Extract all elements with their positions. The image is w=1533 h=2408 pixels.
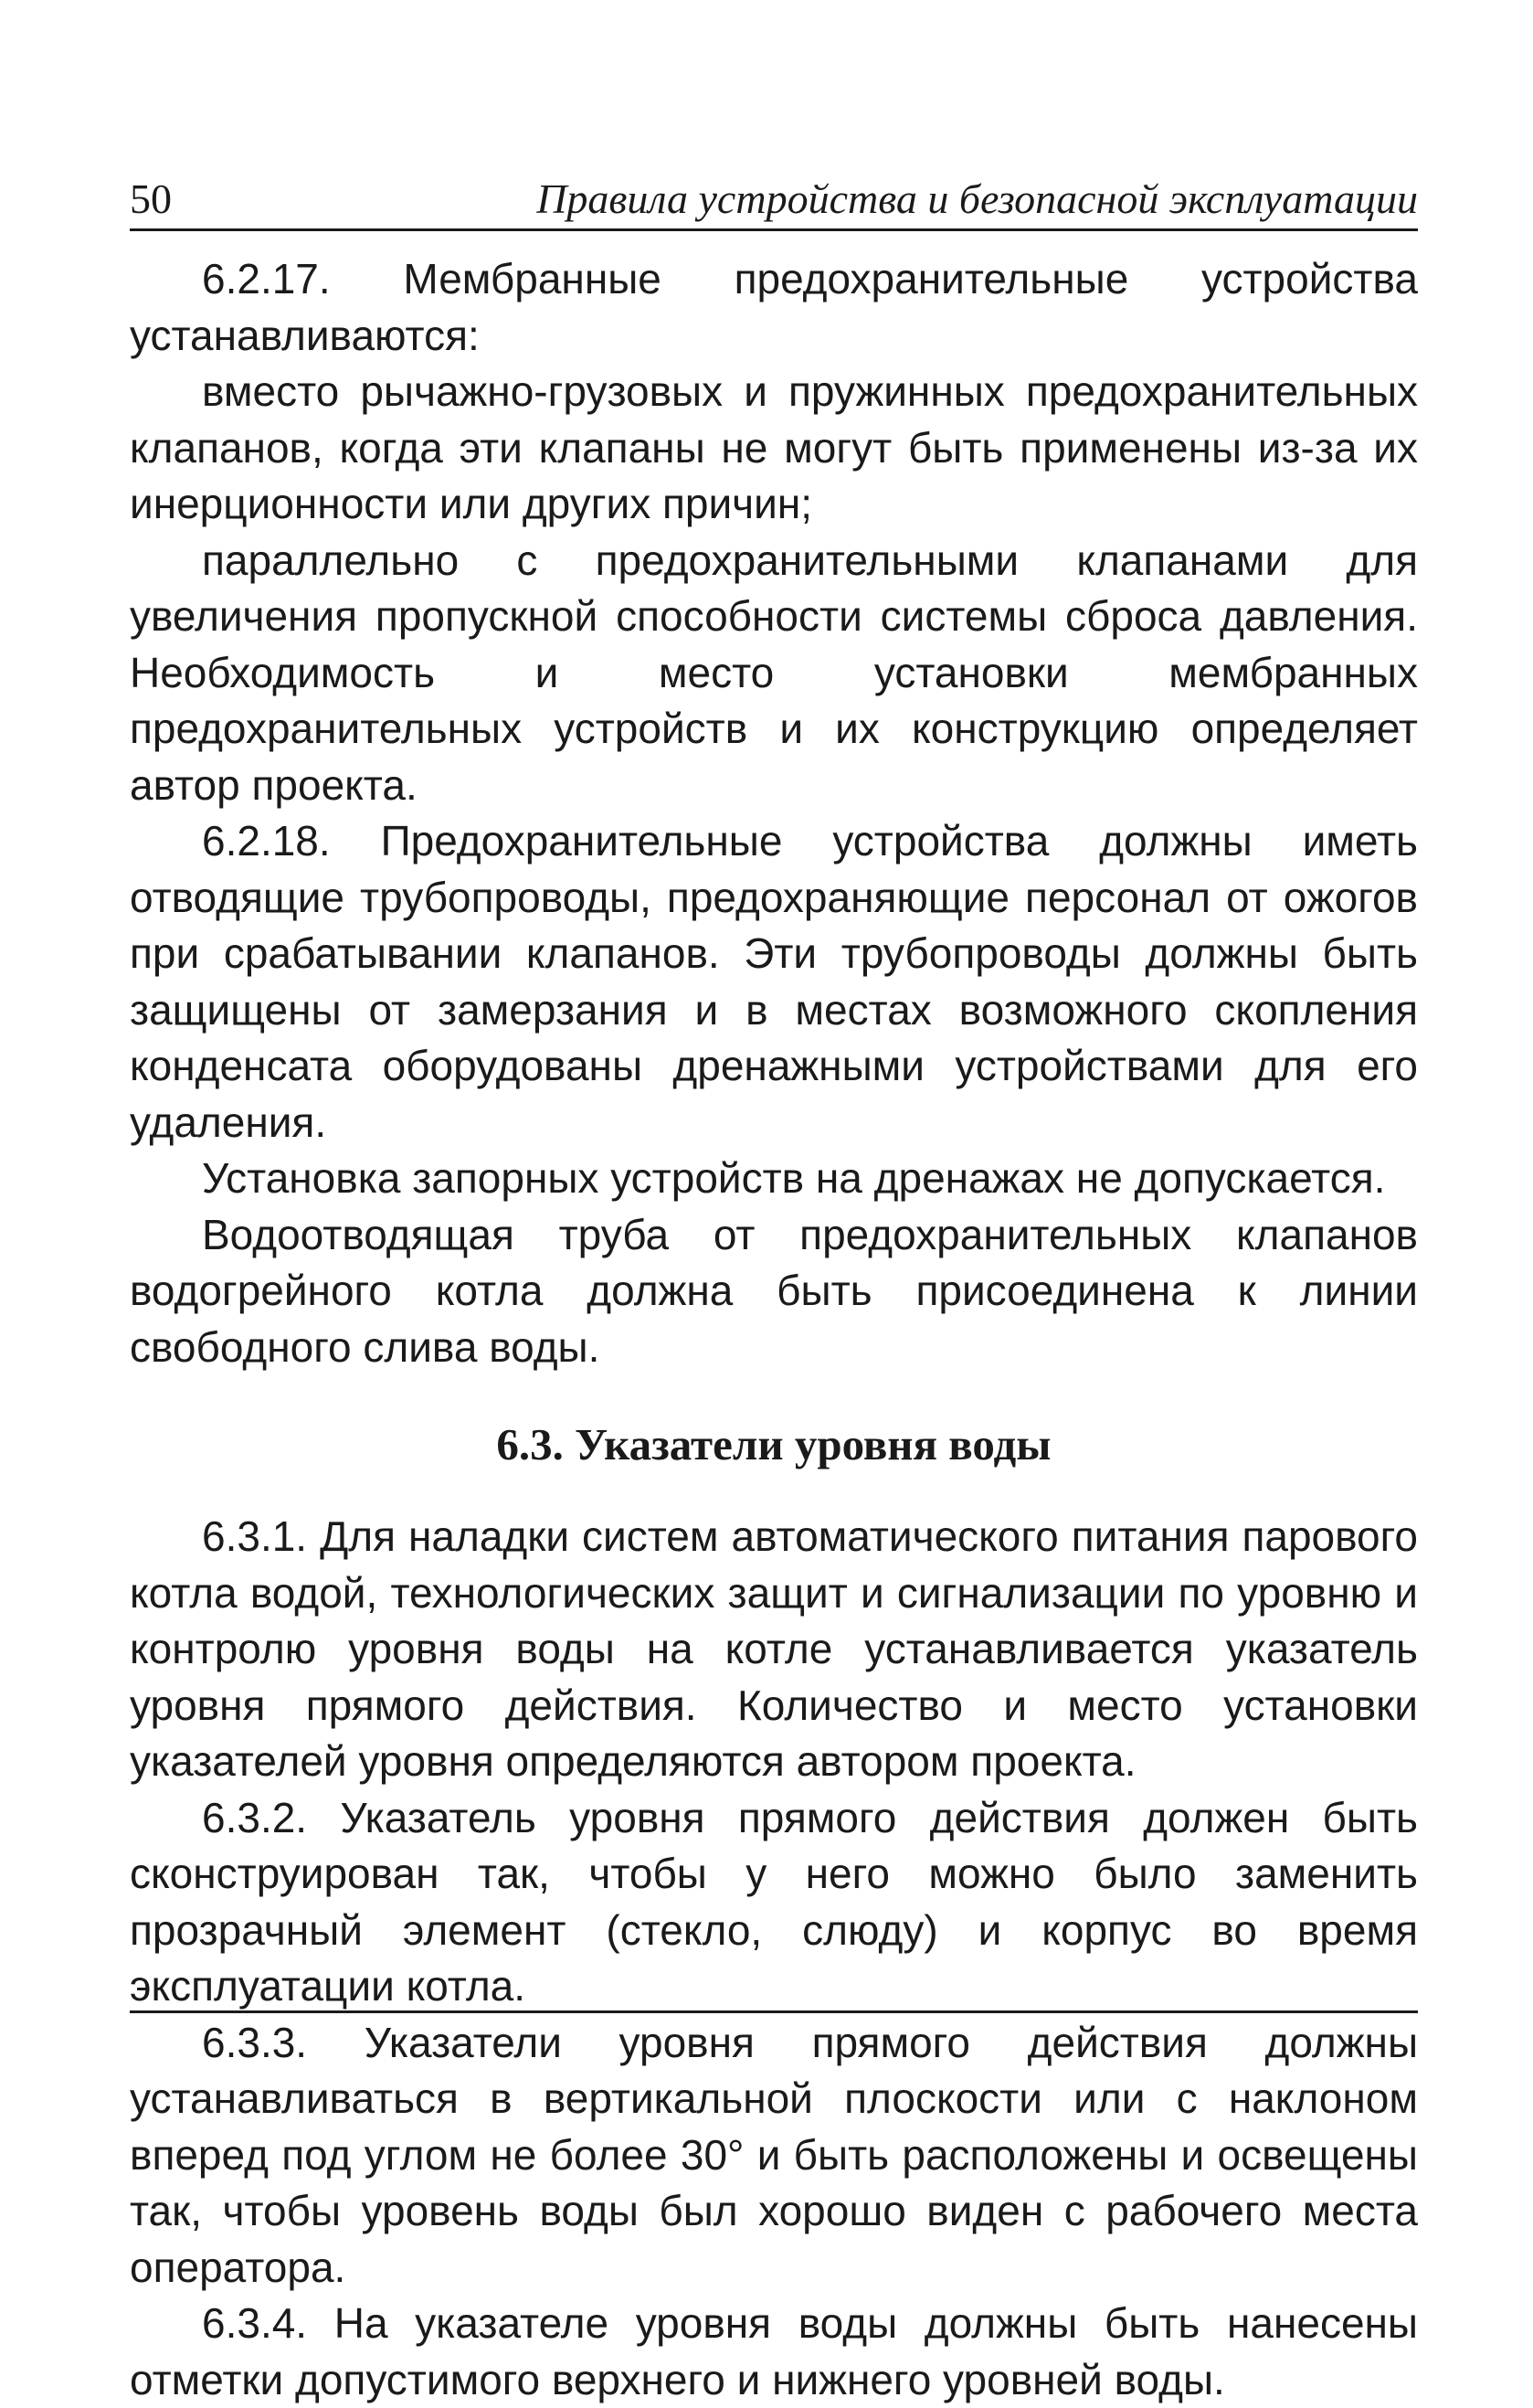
page-number: 50 [130,175,172,222]
paragraph-6-2-17: 6.2.17. Мембранные предохранительные устройства устанавливаются: [130,255,1418,359]
paragraph-membrane-instead-of-valves: вместо рычажно-грузовых и пружинных предохранительных клапанов, когда эти клапаны не могут быть применены из-за их инерционности или других причин; [130,367,1418,527]
paragraph-6-3-2: 6.3.2. Указатель уровня прямого действия должен быть сконструирован так, чтобы у него можно было заменить прозрачный элемент (стекло, слюду) и корпус во время эксплуатации котла. [130,1793,1418,2010]
paragraph-drain-pipe-free-discharge: Водоотводящая труба от предохранительных клапанов водогрейного котла должна быть присоединена к линии свободного слива воды. [130,1210,1418,1371]
paragraph-6-3-4: 6.3.4. На указателе уровня воды должны быть нанесены отметки допустимого верхнего и нижнего уровней воды. [130,2299,1418,2403]
page-body [130,251,1418,2408]
section-heading: 6.3. Указатели уровня воды [496,1419,1052,1469]
paragraph-6-2-18: 6.2.18. Предохранительные устройства должны иметь отводящие трубопроводы, предохраняющие персонал от ожогов при срабатывании клапанов. Эти трубопроводы должны быть защищены от замерзания и в местах возможного скопления конденсата оборудованы дренажными устройствами для его удаления. [130,817,1418,1146]
running-title: Правила устройства и безопасной эксплуатации [536,175,1418,222]
paragraph-6-3-1: 6.3.1. Для наладки систем автоматического питания парового котла водой, технологических защит и сигнализации по уровню и контролю уровня воды на котле устанавливается указатель уровня прямого действия. Количество и место установки указателей уровня определяются автором проекта. [130,1512,1418,1785]
running-header [130,174,1418,231]
paragraph-6-3-3: 6.3.3. Указатели уровня прямого действия должны устанавливаться в вертикальной плоскости или с наклоном вперед под углом не более 30° и быть расположены и освещены так, чтобы уровень воды был хорошо виден с рабочего места оператора. [130,2018,1418,2291]
bottom-rule [130,2010,1418,2013]
book-page [130,174,1418,2408]
paragraph-drain-shutoff-prohibited: Установка запорных устройств на дренажах не допускается. [202,1154,1386,1202]
paragraph-membrane-parallel-with-valves: параллельно с предохранительными клапанами для увеличения пропускной способности системы сброса давления. Необходимость и место установки мембранных предохранительных устройств и их конструкцию определяет автор проекта. [130,536,1418,809]
